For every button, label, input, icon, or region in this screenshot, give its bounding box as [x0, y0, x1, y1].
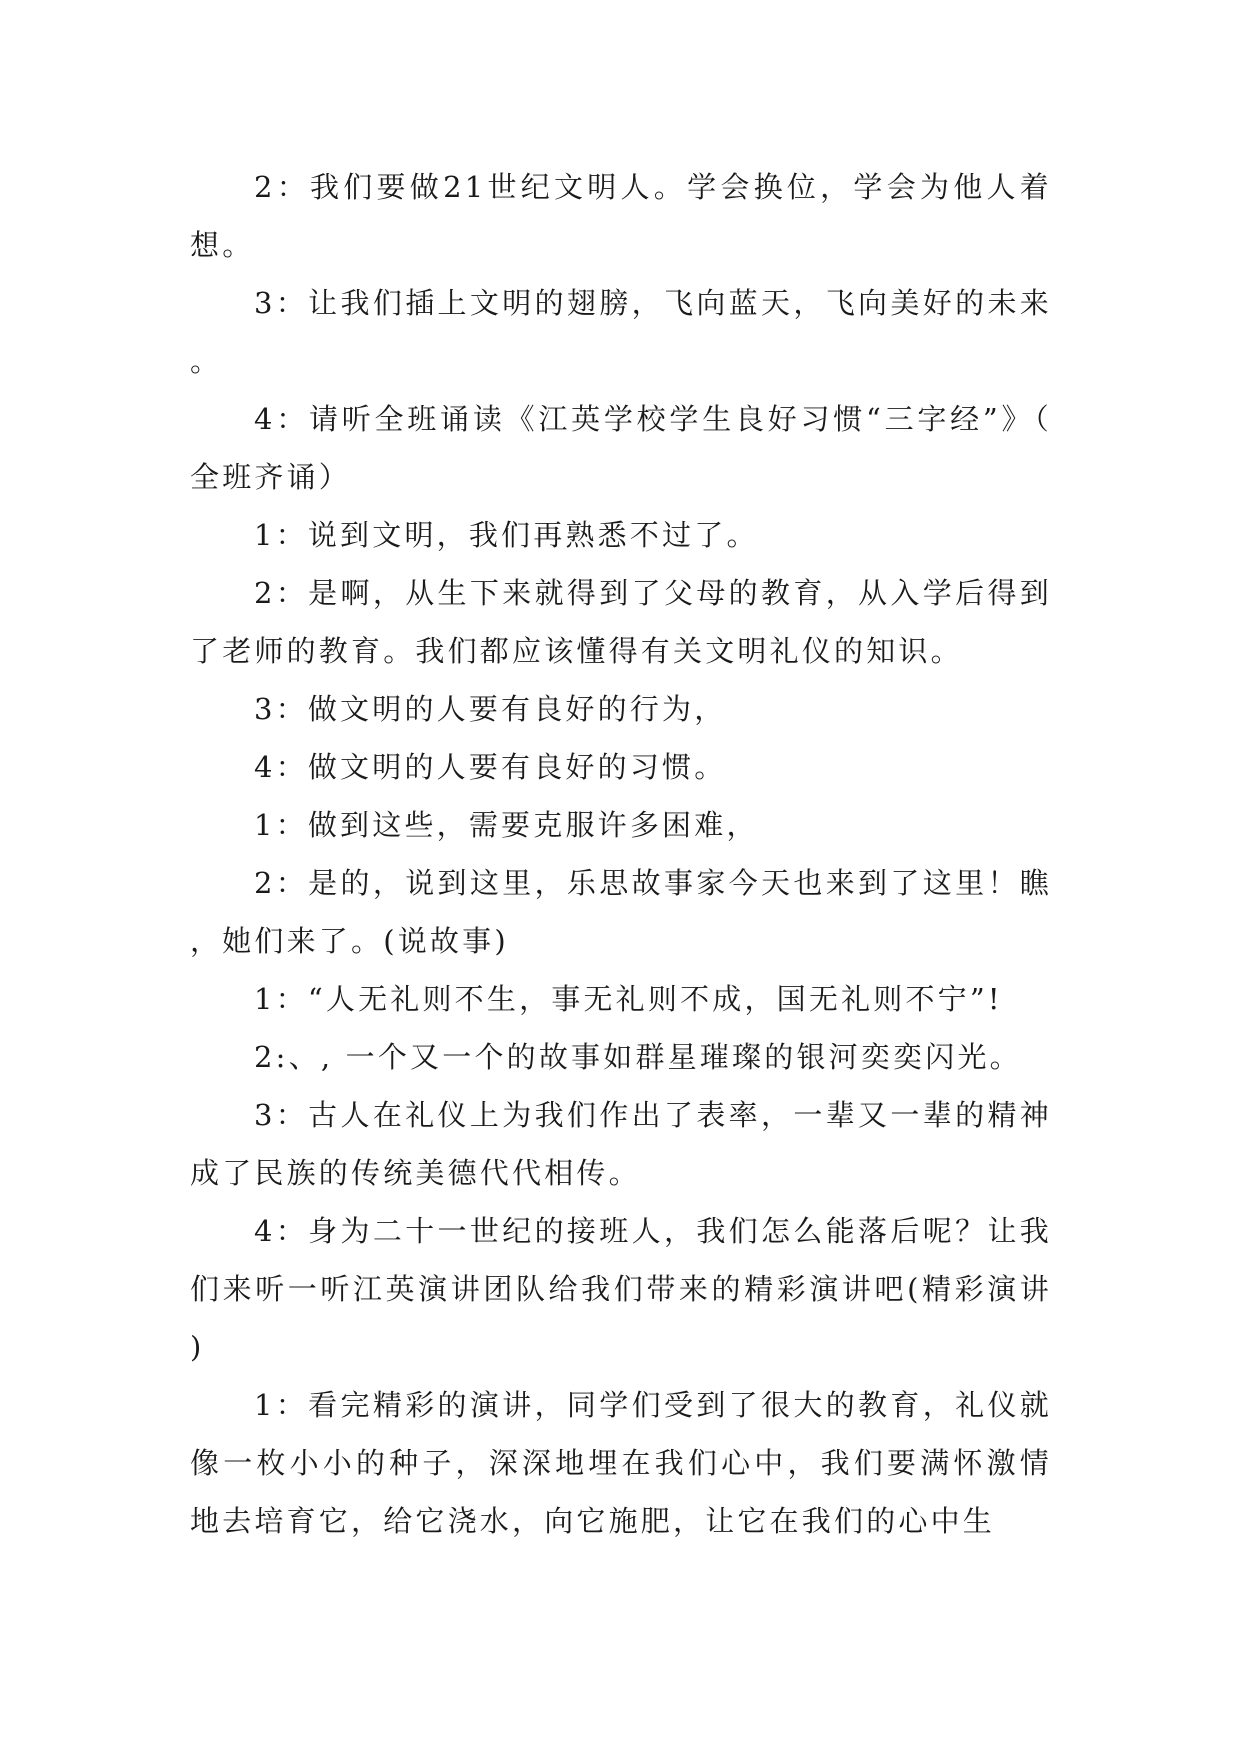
paragraph: 2：我们要做21世纪文明人。学会换位，学会为他人着想。 — [190, 170, 1052, 262]
paragraph: 1：做到这些，需要克服许多困难， — [254, 808, 759, 842]
paragraph: 1：“人无礼则不生，事无礼则不成，国无礼则不宁”! — [254, 982, 1003, 1016]
paragraph: 3：让我们插上文明的翅膀，飞向蓝天，飞向美好的未来。 — [190, 286, 1052, 378]
paragraph: 4：做文明的人要有良好的习惯。 — [254, 750, 727, 784]
paragraph: 3：古人在礼仪上为我们作出了表率，一辈又一辈的精神成了民族的传统美德代代相传。 — [190, 1098, 1052, 1190]
paragraph: 1：说到文明，我们再熟悉不过了。 — [254, 518, 759, 552]
document-page — [190, 158, 1052, 1550]
paragraph: 2:、, 一个又一个的故事如群星璀璨的银河奕奕闪光。 — [254, 1040, 1022, 1074]
paragraph: 2：是啊，从生下来就得到了父母的教育，从入学后得到了老师的教育。我们都应该懂得有关文明礼仪的知识。 — [190, 576, 1052, 668]
paragraph: 1：看完精彩的演讲，同学们受到了很大的教育，礼仪就像一枚小小的种子，深深地埋在我们心中，我们要满怀激情地去培育它，给它浇水，向它施肥，让它在我们的心中生 — [190, 1388, 1052, 1538]
paragraph: 2：是的，说到这里，乐思故事家今天也来到了这里！瞧，她们来了。(说故事) — [190, 866, 1052, 958]
paragraph: 4：身为二十一世纪的接班人，我们怎么能落后呢？让我们来听一听江英演讲团队给我们带来的精彩演讲吧(精彩演讲) — [190, 1214, 1052, 1364]
paragraph: 4：请听全班诵读《江英学校学生良好习惯“三字经”》（全班齐诵） — [190, 402, 1052, 494]
paragraph: 3：做文明的人要有良好的行为， — [254, 692, 727, 726]
